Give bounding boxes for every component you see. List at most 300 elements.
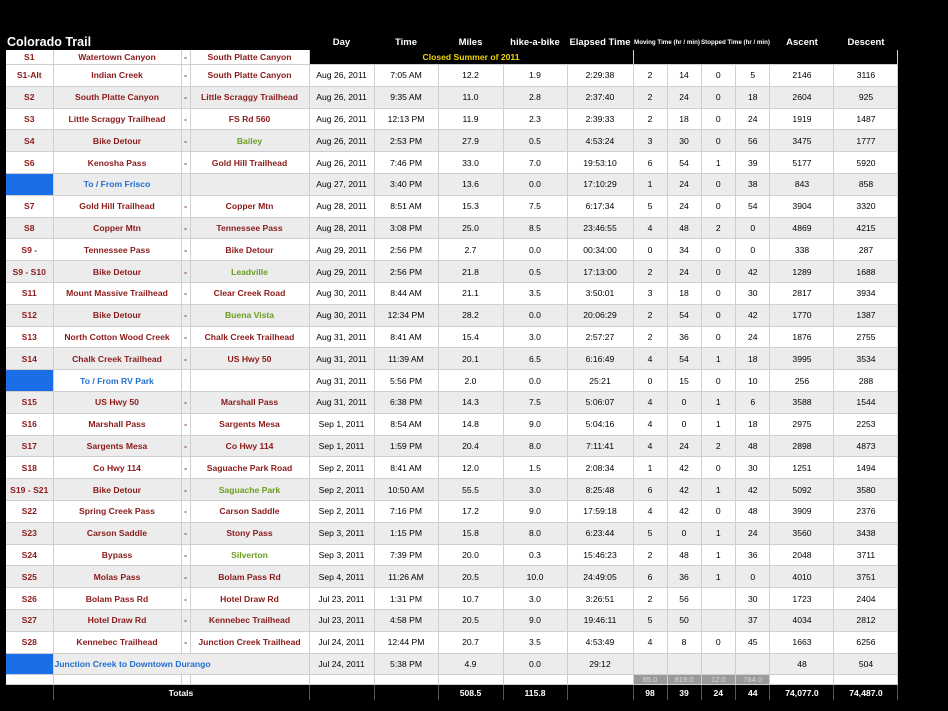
day-cell: Sep 2, 2011 [309, 457, 374, 479]
day-cell: Aug 26, 2011 [309, 65, 374, 87]
moving-min-cell: 0 [667, 413, 701, 435]
spacer-cell [503, 675, 567, 685]
miles-cell: 20.4 [438, 435, 503, 457]
from-cell: South Platte Canyon [53, 86, 181, 108]
time-cell: 7:05 AM [374, 65, 438, 87]
from-cell: Bike Detour [53, 304, 181, 326]
moving-hr-cell: 4 [633, 435, 667, 457]
ascent-cell: 2898 [770, 435, 834, 457]
time-cell: 9:35 AM [374, 86, 438, 108]
table-row [6, 282, 898, 304]
from-cell: Hotel Draw Rd [53, 609, 181, 631]
moving-min-cell: 18 [667, 108, 701, 130]
moving-min-cell: 14 [667, 65, 701, 87]
miles-cell: 15.3 [438, 195, 503, 217]
segment-cell: S24 [6, 544, 53, 566]
table-row [6, 544, 898, 566]
moving-min-cell: 24 [667, 435, 701, 457]
ascent-cell: 2975 [770, 413, 834, 435]
ascent-cell: 48 [770, 653, 834, 675]
miles-cell: 20.0 [438, 544, 503, 566]
stopped-min-cell: 56 [735, 130, 770, 152]
time-cell: 1:31 PM [374, 588, 438, 610]
moving-min-cell: 24 [667, 86, 701, 108]
from-cell: Mount Massive Trailhead [53, 282, 181, 304]
totals-blank [374, 685, 438, 701]
miles-cell: 21.1 [438, 282, 503, 304]
miles-cell: 14.8 [438, 413, 503, 435]
descent-cell: 3116 [834, 65, 898, 87]
ascent-cell: 3904 [770, 195, 834, 217]
trail-table [6, 34, 898, 700]
moving-min-cell: 56 [667, 588, 701, 610]
moving-min-cell: 24 [667, 173, 701, 195]
table-row [6, 391, 898, 413]
to-cell: Tennessee Pass [190, 217, 309, 239]
miles-cell: 2.7 [438, 239, 503, 261]
segment-cell [6, 653, 53, 675]
to-cell: Saguache Park Road [190, 457, 309, 479]
moving-hr-cell: 6 [633, 152, 667, 174]
hike-a-bike-cell: 9.0 [503, 413, 567, 435]
table-row [6, 522, 898, 544]
header-row [6, 34, 898, 50]
dash-cell: - [181, 348, 190, 370]
segment-cell: S2 [6, 86, 53, 108]
to-cell: Bike Detour [190, 239, 309, 261]
elapsed-cell: 6:17:34 [567, 195, 633, 217]
hike-a-bike-cell: 0.0 [503, 653, 567, 675]
moving-hr-cell: 4 [633, 413, 667, 435]
hike-a-bike-cell: 1.9 [503, 65, 567, 87]
table-row [6, 631, 898, 653]
stopped-hr-cell: 1 [701, 413, 735, 435]
moving-hr-cell: 5 [633, 195, 667, 217]
hike-a-bike-cell: 8.5 [503, 217, 567, 239]
miles-cell: 12.2 [438, 65, 503, 87]
from-cell: Tennessee Pass [53, 239, 181, 261]
to-cell: US Hwy 50 [190, 348, 309, 370]
ascent-cell: 1663 [770, 631, 834, 653]
ascent-cell: 5177 [770, 152, 834, 174]
day-cell: Sep 1, 2011 [309, 435, 374, 457]
spacer-cell [181, 675, 190, 685]
spacer-cell [567, 675, 633, 685]
stopped-min-cell: 5 [735, 65, 770, 87]
hike-a-bike-cell: 1.5 [503, 457, 567, 479]
time-cell: 2:56 PM [374, 261, 438, 283]
ascent-cell: 3560 [770, 522, 834, 544]
stopped-hr-cell [701, 609, 735, 631]
stopped-hr-cell: 0 [701, 173, 735, 195]
hike-a-bike-cell: 2.8 [503, 86, 567, 108]
ascent-cell: 2048 [770, 544, 834, 566]
elapsed-cell: 5:06:07 [567, 391, 633, 413]
descent-cell: 1487 [834, 108, 898, 130]
miles-cell: 20.5 [438, 609, 503, 631]
dash-cell: - [181, 50, 190, 65]
hike-a-bike-cell: 8.0 [503, 435, 567, 457]
dash-cell: - [181, 261, 190, 283]
ascent-cell: 338 [770, 239, 834, 261]
miles-cell: 20.7 [438, 631, 503, 653]
to-cell: Gold Hill Trailhead [190, 152, 309, 174]
descent-cell: 3438 [834, 522, 898, 544]
moving-hr-cell: 3 [633, 282, 667, 304]
elapsed-cell: 00:34:00 [567, 239, 633, 261]
descent-cell: 5920 [834, 152, 898, 174]
header-time: Time [394, 36, 417, 48]
to-cell: Junction Creek Trailhead [190, 631, 309, 653]
time-cell: 8:54 AM [374, 413, 438, 435]
moving-hr-cell: 5 [633, 609, 667, 631]
total-moving-min-cell: 39 [667, 685, 701, 701]
day-cell: Sep 2, 2011 [309, 500, 374, 522]
elapsed-cell: 19:46:11 [567, 609, 633, 631]
elapsed-cell: 25:21 [567, 370, 633, 392]
dash-cell: - [181, 326, 190, 348]
elapsed-cell: 3:26:51 [567, 588, 633, 610]
total-descent: 74,487.0 [834, 685, 898, 701]
from-cell: Copper Mtn [53, 217, 181, 239]
table-row [6, 261, 898, 283]
miles-cell: 12.0 [438, 457, 503, 479]
segment-cell: S12 [6, 304, 53, 326]
descent-cell: 2755 [834, 326, 898, 348]
moving-hr-cell: 2 [633, 304, 667, 326]
time-cell: 10:50 AM [374, 479, 438, 501]
sheet-title: Colorado Trail [7, 35, 92, 49]
moving-hr-cell: 1 [633, 457, 667, 479]
day-cell: Jul 24, 2011 [309, 653, 374, 675]
stopped-min-cell: 48 [735, 500, 770, 522]
moving-hr-cell: 2 [633, 326, 667, 348]
stopped-min-cell: 39 [735, 152, 770, 174]
stopped-hr-cell: 1 [701, 391, 735, 413]
segment-cell: S13 [6, 326, 53, 348]
time-cell: 1:59 PM [374, 435, 438, 457]
time-cell: 7:16 PM [374, 500, 438, 522]
stopped-hr-cell: 0 [701, 631, 735, 653]
elapsed-cell: 15:46:23 [567, 544, 633, 566]
segment-cell: S7 [6, 195, 53, 217]
from-cell: Carson Saddle [53, 522, 181, 544]
moving-hr-cell: 2 [633, 65, 667, 87]
dash-cell: - [181, 391, 190, 413]
stopped-min-cell: 0 [735, 566, 770, 588]
subtotal-stopped-min-cell: 764.0 [735, 675, 770, 685]
stopped-hr-cell: 0 [701, 304, 735, 326]
dash-cell: - [181, 544, 190, 566]
stopped-min-cell: 45 [735, 631, 770, 653]
from-cell: To / From Frisco [53, 173, 181, 195]
header-stopped-time: Stopped Time (hr / min) [701, 38, 770, 46]
table-row [6, 304, 898, 326]
descent-cell: 3580 [834, 479, 898, 501]
dash-cell [181, 370, 190, 392]
hike-a-bike-cell: 7.5 [503, 391, 567, 413]
miles-cell: 20.1 [438, 348, 503, 370]
elapsed-cell: 23:46:55 [567, 217, 633, 239]
moving-min-cell: 34 [667, 239, 701, 261]
time-cell: 8:41 AM [374, 457, 438, 479]
stopped-hr-cell: 0 [701, 282, 735, 304]
time-cell: 12:44 PM [374, 631, 438, 653]
from-cell: Indian Creek [53, 65, 181, 87]
stopped-hr-cell: 0 [701, 500, 735, 522]
ascent-cell: 4010 [770, 566, 834, 588]
segment-cell: S9 - S10 [6, 261, 53, 283]
miles-cell: 15.4 [438, 326, 503, 348]
to-cell: Hotel Draw Rd [190, 588, 309, 610]
spacer-cell [834, 675, 898, 685]
descent-cell: 1387 [834, 304, 898, 326]
from-cell: Bike Detour [53, 261, 181, 283]
segment-cell: S17 [6, 435, 53, 457]
from-cell: Bypass [53, 544, 181, 566]
stopped-min-cell: 18 [735, 348, 770, 370]
elapsed-cell: 17:13:00 [567, 261, 633, 283]
moving-min-cell: 42 [667, 479, 701, 501]
spacer-cell [190, 675, 309, 685]
hike-a-bike-cell: 3.5 [503, 282, 567, 304]
miles-cell: 11.0 [438, 86, 503, 108]
stopped-hr-cell: 1 [701, 348, 735, 370]
ascent-cell: 1770 [770, 304, 834, 326]
hike-a-bike-cell: 6.5 [503, 348, 567, 370]
hike-a-bike-cell: 9.0 [503, 609, 567, 631]
header-day: Day [332, 36, 351, 48]
stopped-min-cell: 42 [735, 261, 770, 283]
stopped-hr-cell: 0 [701, 457, 735, 479]
dash-cell: - [181, 588, 190, 610]
miles-cell: 2.0 [438, 370, 503, 392]
dash-cell: - [181, 86, 190, 108]
elapsed-cell: 17:59:18 [567, 500, 633, 522]
to-cell: Saguache Park [190, 479, 309, 501]
descent-cell: 287 [834, 239, 898, 261]
to-cell: Clear Creek Road [190, 282, 309, 304]
stopped-hr-cell: 1 [701, 152, 735, 174]
moving-min-cell: 48 [667, 217, 701, 239]
moving-min-cell: 48 [667, 544, 701, 566]
to-cell: Kennebec Trailhead [190, 609, 309, 631]
day-cell: Aug 31, 2011 [309, 348, 374, 370]
stopped-min-cell: 48 [735, 435, 770, 457]
time-cell: 8:41 AM [374, 326, 438, 348]
moving-hr-cell: 4 [633, 500, 667, 522]
to-cell: Little Scraggy Trailhead [190, 86, 309, 108]
stopped-hr-cell [701, 653, 735, 675]
segment-cell [6, 173, 53, 195]
segment-cell: S4 [6, 130, 53, 152]
stopped-hr-cell: 0 [701, 130, 735, 152]
total-moving-hr-cell: 98 [633, 685, 667, 701]
descent-cell: 1688 [834, 261, 898, 283]
table-row [6, 457, 898, 479]
to-cell: Buena Vista [190, 304, 309, 326]
day-cell: Aug 31, 2011 [309, 391, 374, 413]
moving-hr-cell [633, 653, 667, 675]
elapsed-cell: 29:12 [567, 653, 633, 675]
to-cell: Chalk Creek Trailhead [190, 326, 309, 348]
dash-cell: - [181, 609, 190, 631]
stopped-hr-cell: 0 [701, 326, 735, 348]
moving-hr-cell: 1 [633, 173, 667, 195]
spacer-cell [309, 675, 374, 685]
dash-cell [181, 173, 190, 195]
ascent-cell: 5092 [770, 479, 834, 501]
header-ascent: Ascent [786, 36, 818, 48]
miles-cell: 11.9 [438, 108, 503, 130]
day-cell: Jul 24, 2011 [309, 631, 374, 653]
elapsed-cell: 5:04:16 [567, 413, 633, 435]
stopped-min-cell: 38 [735, 173, 770, 195]
elapsed-cell: 24:49:05 [567, 566, 633, 588]
ascent-cell: 1723 [770, 588, 834, 610]
stopped-hr-cell: 1 [701, 479, 735, 501]
day-cell: Aug 27, 2011 [309, 173, 374, 195]
segment-cell: S15 [6, 391, 53, 413]
hike-a-bike-cell: 9.0 [503, 500, 567, 522]
segment-cell: S23 [6, 522, 53, 544]
descent-cell: 3934 [834, 282, 898, 304]
stopped-hr-cell: 0 [701, 261, 735, 283]
header-descent: Descent [847, 36, 885, 48]
subtotal-row [6, 675, 898, 685]
table-row [6, 326, 898, 348]
dash-cell: - [181, 304, 190, 326]
from-cell: Bike Detour [53, 479, 181, 501]
hike-a-bike-cell: 7.0 [503, 152, 567, 174]
stopped-min-cell: 0 [735, 239, 770, 261]
descent-cell: 925 [834, 86, 898, 108]
elapsed-cell: 7:11:41 [567, 435, 633, 457]
totals-blank [309, 685, 374, 701]
table-row [6, 588, 898, 610]
day-cell: Aug 26, 2011 [309, 152, 374, 174]
moving-hr-cell: 6 [633, 479, 667, 501]
day-cell: Sep 2, 2011 [309, 479, 374, 501]
total-stopped-hr-cell: 24 [701, 685, 735, 701]
table-row [6, 653, 898, 675]
elapsed-cell: 8:25:48 [567, 479, 633, 501]
ascent-cell: 3588 [770, 391, 834, 413]
subtotal-stopped-hr-cell: 12.0 [701, 675, 735, 685]
miles-cell: 27.9 [438, 130, 503, 152]
blank-cell [633, 50, 898, 65]
subtotal-moving-min-cell: 819.0 [667, 675, 701, 685]
table-row [6, 130, 898, 152]
to-cell: Silverton [190, 544, 309, 566]
moving-hr-cell: 2 [633, 588, 667, 610]
from-cell: Kennebec Trailhead [53, 631, 181, 653]
table-row [6, 152, 898, 174]
table-body [6, 50, 898, 700]
moving-min-cell: 18 [667, 282, 701, 304]
stopped-min-cell: 42 [735, 304, 770, 326]
descent-cell: 858 [834, 173, 898, 195]
hike-a-bike-cell: 7.5 [503, 195, 567, 217]
ascent-cell: 3995 [770, 348, 834, 370]
segment-cell: S11 [6, 282, 53, 304]
stopped-hr-cell: 0 [701, 65, 735, 87]
spacer-cell [374, 675, 438, 685]
moving-min-cell: 36 [667, 326, 701, 348]
moving-hr-cell: 0 [633, 370, 667, 392]
table-row [6, 435, 898, 457]
stopped-hr-cell: 2 [701, 217, 735, 239]
stopped-min-cell: 0 [735, 217, 770, 239]
header-hike-a-bike: hike-a-bike [510, 36, 560, 48]
stopped-hr-cell [701, 588, 735, 610]
time-cell: 12:34 PM [374, 304, 438, 326]
ascent-cell: 1876 [770, 326, 834, 348]
dash-cell: - [181, 108, 190, 130]
stopped-min-cell: 42 [735, 479, 770, 501]
descent-cell: 3534 [834, 348, 898, 370]
moving-hr-cell: 4 [633, 348, 667, 370]
time-cell: 8:44 AM [374, 282, 438, 304]
segment-cell: S9 - [6, 239, 53, 261]
segment-cell: S27 [6, 609, 53, 631]
stopped-min-cell: 30 [735, 457, 770, 479]
to-cell: South Platte Canyon [190, 50, 309, 65]
stopped-min-cell: 18 [735, 413, 770, 435]
elapsed-cell: 2:29:38 [567, 65, 633, 87]
segment-cell [6, 370, 53, 392]
to-cell: Bolam Pass Rd [190, 566, 309, 588]
ascent-cell: 1251 [770, 457, 834, 479]
segment-cell: S19 - S21 [6, 479, 53, 501]
moving-min-cell: 24 [667, 261, 701, 283]
to-cell: FS Rd 560 [190, 108, 309, 130]
day-cell: Aug 28, 2011 [309, 195, 374, 217]
elapsed-cell: 2:08:34 [567, 457, 633, 479]
descent-cell: 288 [834, 370, 898, 392]
dash-cell: - [181, 566, 190, 588]
elapsed-cell: 2:37:40 [567, 86, 633, 108]
time-cell: 5:38 PM [374, 653, 438, 675]
from-cell: Bike Detour [53, 130, 181, 152]
totals-blank [6, 685, 53, 701]
moving-hr-cell: 4 [633, 391, 667, 413]
day-cell: Jul 23, 2011 [309, 609, 374, 631]
hike-a-bike-cell: 3.0 [503, 326, 567, 348]
hike-a-bike-cell: 0.5 [503, 130, 567, 152]
moving-min-cell: 0 [667, 391, 701, 413]
subtotal-moving-hr-cell: 85.0 [633, 675, 667, 685]
time-cell: 11:39 AM [374, 348, 438, 370]
descent-cell: 2376 [834, 500, 898, 522]
elapsed-cell: 20:06:29 [567, 304, 633, 326]
segment-cell: S3 [6, 108, 53, 130]
to-cell: South Platte Canyon [190, 65, 309, 87]
table-row [6, 479, 898, 501]
time-cell: 8:51 AM [374, 195, 438, 217]
dash-cell: - [181, 130, 190, 152]
stopped-hr-cell: 1 [701, 544, 735, 566]
totals-label: Totals [53, 685, 309, 701]
dash-cell: - [181, 65, 190, 87]
moving-hr-cell: 2 [633, 544, 667, 566]
descent-cell: 2812 [834, 609, 898, 631]
miles-cell: 13.6 [438, 173, 503, 195]
spacer-cell [6, 675, 53, 685]
miles-cell: 14.3 [438, 391, 503, 413]
day-cell: Sep 1, 2011 [309, 413, 374, 435]
day-cell: Aug 30, 2011 [309, 304, 374, 326]
